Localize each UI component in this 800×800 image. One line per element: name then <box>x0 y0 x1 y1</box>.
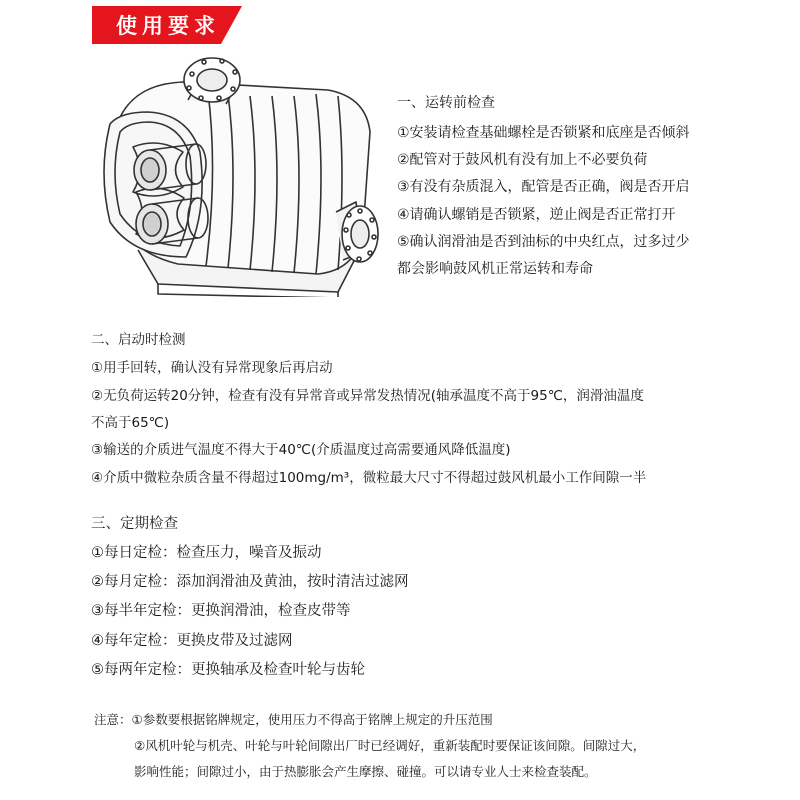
section-3-line: ⑤每两年定检：更换轴承及检查叶轮与齿轮 <box>91 662 365 678</box>
page-title: 使用要求 <box>116 13 220 38</box>
note-line: ②风机叶轮与机壳、叶轮与叶轮间隙出厂时已经调好，重新装配时要保证该间隙。间隙过大， <box>134 738 646 753</box>
section-2-line: 不高于65℃) <box>91 415 170 431</box>
section-3-title: 三、定期检查 <box>91 516 178 532</box>
section-2-line: ②无负荷运转20分钟，检查有没有异常音或异常发热情况(轴承温度不高于95℃，润滑油温度 <box>91 388 644 404</box>
section-1-line: ①安装请检查基础螺栓是否锁紧和底座是否倾斜 <box>397 125 690 141</box>
section-3-line: ④每年定检：更换皮带及过滤网 <box>91 633 293 649</box>
note-line: 注意：①参数要根据铭牌规定，使用压力不得高于铭牌上规定的升压范围 <box>94 712 493 727</box>
section-2-line: ④介质中微粒杂质含量不得超过100mg/m³，微粒最大尺寸不得超过鼓风机最小工作间隙一半 <box>91 470 647 486</box>
section-2-line: ①用手回转，确认没有异常现象后再启动 <box>91 360 333 376</box>
roots-blower-illustration <box>88 52 383 297</box>
section-1-line: ②配管对于鼓风机有没有加上不必要负荷 <box>397 152 648 168</box>
section-1-line: ③有没有杂质混入，配管是否正确，阀是否开启 <box>397 179 690 195</box>
section-3-line: ②每月定检：添加润滑油及黄油，按时清洁过滤网 <box>91 574 409 590</box>
section-2-line: ③输送的介质进气温度不得大于40℃(介质温度过高需要通风降低温度) <box>91 442 511 458</box>
section-2-title: 二、启动时检测 <box>91 332 186 348</box>
section-1-line: 都会影响鼓风机正常运转和寿命 <box>397 261 593 277</box>
section-1-line: ④请确认螺销是否锁紧，逆止阀是否正常打开 <box>397 207 676 223</box>
section-1-line: ⑤确认润滑油是否到油标的中央红点，过多过少 <box>397 234 690 250</box>
section-1-title: 一、运转前检查 <box>397 95 495 111</box>
note-line: 影响性能；间隙过小，由于热膨胀会产生摩擦、碰撞。可以请专业人士来检查装配。 <box>134 764 597 779</box>
section-3-line: ③每半年定检：更换润滑油，检查皮带等 <box>91 603 351 619</box>
section-3-line: ①每日定检：检查压力，噪音及振动 <box>91 545 322 561</box>
